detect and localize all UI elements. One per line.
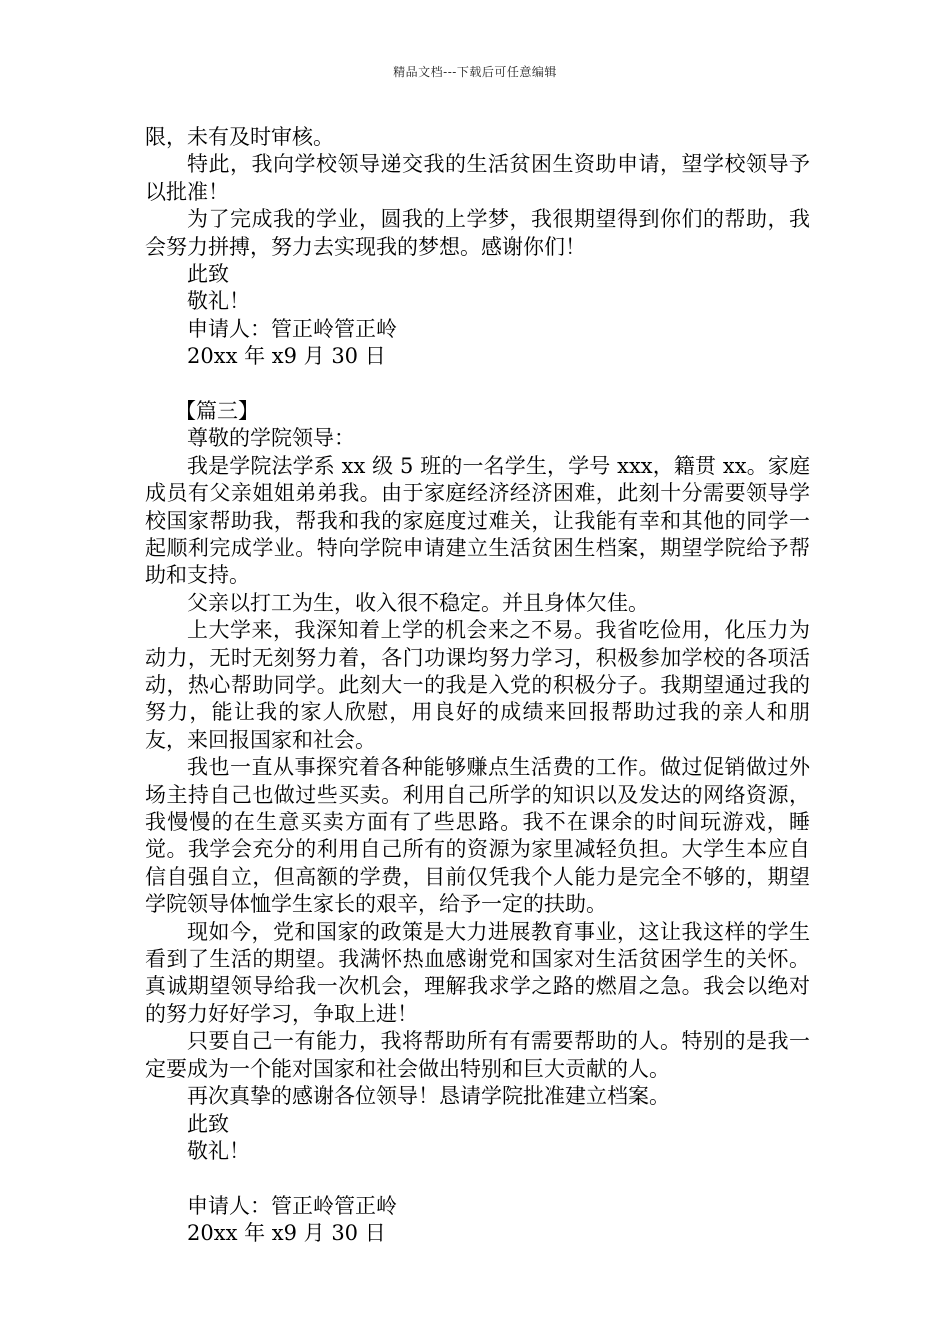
applicant-signature: 申请人：管正岭管正岭: [187, 316, 397, 341]
paragraph: 只要自己一有能力，我将帮助所有有需要帮助的人。特别的是我一定要成为一个能对国家和社会做出特别和巨大贡献的人。: [145, 1029, 810, 1081]
document-body: [145, 124, 810, 1247]
spacer: [145, 1165, 810, 1192]
closing-line: 敬礼！: [187, 289, 250, 314]
section-title: 【篇三】: [175, 398, 259, 423]
paragraph: 特此，我向学校领导递交我的生活贫困生资助申请，望学校领导予以批准！: [145, 152, 810, 204]
page-header: 精品文档---下载后可任意编辑: [393, 65, 557, 79]
closing-line: 此致: [187, 262, 229, 287]
date-line: 20xx 年 x9 月 30 日: [187, 344, 386, 369]
date-line: 20xx 年 x9 月 30 日: [187, 1221, 386, 1246]
closing-line: 敬礼！: [187, 1138, 250, 1163]
continuation-line: 限，未有及时审核。: [145, 125, 334, 149]
paragraph: 再次真挚的感谢各位领导！恳请学院批准建立档案。: [187, 1084, 670, 1109]
salutation: 尊敬的学院领导：: [187, 426, 355, 451]
paragraph: 我也一直从事探究着各种能够赚点生活费的工作。做过促销做过外场主持自己也做过些买卖。利用自己所学的知识以及发达的网络资源，我慢慢的在生意买卖方面有了些思路。我不在课余的时间玩游戏，睡觉。我学会充分的利用自己所有的资源为家里减轻负担。大学生本应自信自强自立，但高额的学费，目前仅凭我个人能力是完全不够的，期望学院领导体恤学生家长的艰辛，给予一定的扶助。: [145, 755, 810, 917]
spacer: [145, 371, 810, 398]
closing-line: 此致: [187, 1111, 229, 1136]
paragraph: 现如今，党和国家的政策是大力进展教育事业，这让我这样的学生看到了生活的期望。我满怀热血感谢党和国家对生活贫困学生的关怀。真诚期望领导给我一次机会，理解我求学之路的燃眉之急。我会以绝对的努力好好学习，争取上进！: [145, 919, 810, 1026]
applicant-signature: 申请人：管正岭管正岭: [187, 1193, 397, 1218]
paragraph: 我是学院法学系 xx 级 5 班的一名学生，学号 xxx，籍贯 xx。家庭成员有父亲姐姐弟弟我。由于家庭经济经济困难，此刻十分需要领导学校国家帮助我，帮我和我的家庭度过难关，让我能有幸和其他的同学一起顺利完成学业。特向学院申请建立生活贫困生档案，期望学院给予帮助和支持。: [145, 453, 810, 588]
paragraph: 父亲以打工为生，收入很不稳定。并且身体欠佳。: [187, 590, 649, 615]
paragraph: 上大学来，我深知着上学的机会来之不易。我省吃俭用，化压力为动力，无时无刻努力着，各门功课均努力学习，积极参加学校的各项活动，热心帮助同学。此刻大一的我是入党的积极分子。我期望通过我的努力，能让我的家人欣慰，用良好的成绩来回报帮助过我的亲人和朋友，来回报国家和社会。: [145, 618, 810, 752]
paragraph: 为了完成我的学业，圆我的上学梦，我很期望得到你们的帮助，我会努力拼搏，努力去实现我的梦想。感谢你们！: [145, 207, 810, 259]
